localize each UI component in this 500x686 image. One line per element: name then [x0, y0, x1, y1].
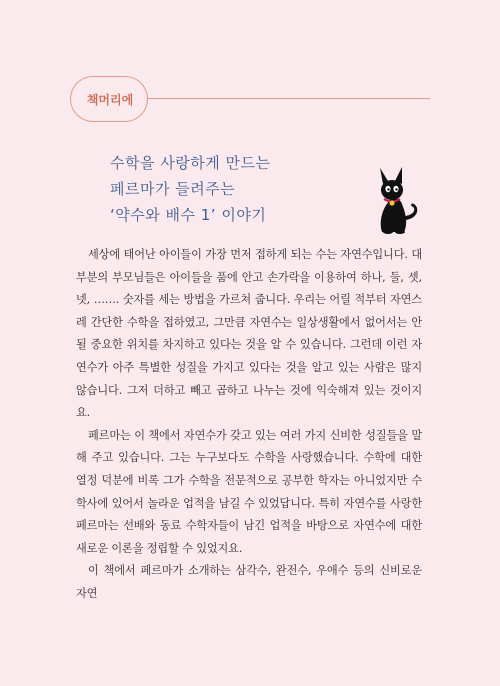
title-line-1: 수학을 사랑하게 만드는 — [110, 154, 271, 172]
body-text — [76, 244, 422, 606]
title-line-2: 페르마가 들려주는 — [110, 180, 236, 198]
black-cat-icon — [364, 164, 424, 236]
title-line-3: ‘약수와 배수 1’ 이야기 — [110, 206, 267, 224]
header-label: 책머리에 — [86, 93, 134, 107]
paragraph-2: 페르마는 이 책에서 자연수가 갖고 있는 여러 가지 신비한 성질들을 말해 주고 있습니다. 그는 누구보다도 수학을 사랑했습니다. 수학에 대한 열정 덕분에 비록 그가 수학을 전문적으로 공부한 학자는 아니었지만 수학사에 있어서 놀라운 업적을 남길 수 있었답니다. 특히 자연수를 사랑한 페르마는 선배와 동료 수학자들이 남긴 업적을 바탕으로 자연수에 대한 새로운 이론을 정립할 수 있었지요. — [76, 428, 422, 555]
book-title — [110, 150, 370, 228]
paragraph-3: 이 책에서 페르마가 소개하는 삼각수, 완전수, 우애수 등의 신비로운 자연 — [76, 564, 422, 600]
paragraph-1: 세상에 태어난 아이들이 가장 먼저 접하게 되는 수는 자연수입니다. 대부분의 부모님들은 아이들을 품에 안고 손가락을 이용하여 하나, 둘, 셋, 넷, ……. 숫자를 세는 방법을 가르쳐 줍니다. 우리는 어릴 적부터 자연스레 간단한 수학을 접하였고, 그만큼 자연수는 일상생활에서 없어서는 안 될 중요한 위치를 차지하고 있다는 것을 알 수 있습니다. 그런데 이런 자연수가 아주 특별한 성질을 가지고 있다는 것을 알고 있는 사람은 많지 않습니다. 그저 더하고 빼고 곱하고 나누는 것에 익숙해져 있는 것이지요. — [76, 248, 422, 420]
header-divider — [148, 98, 430, 99]
section-header — [70, 72, 430, 128]
